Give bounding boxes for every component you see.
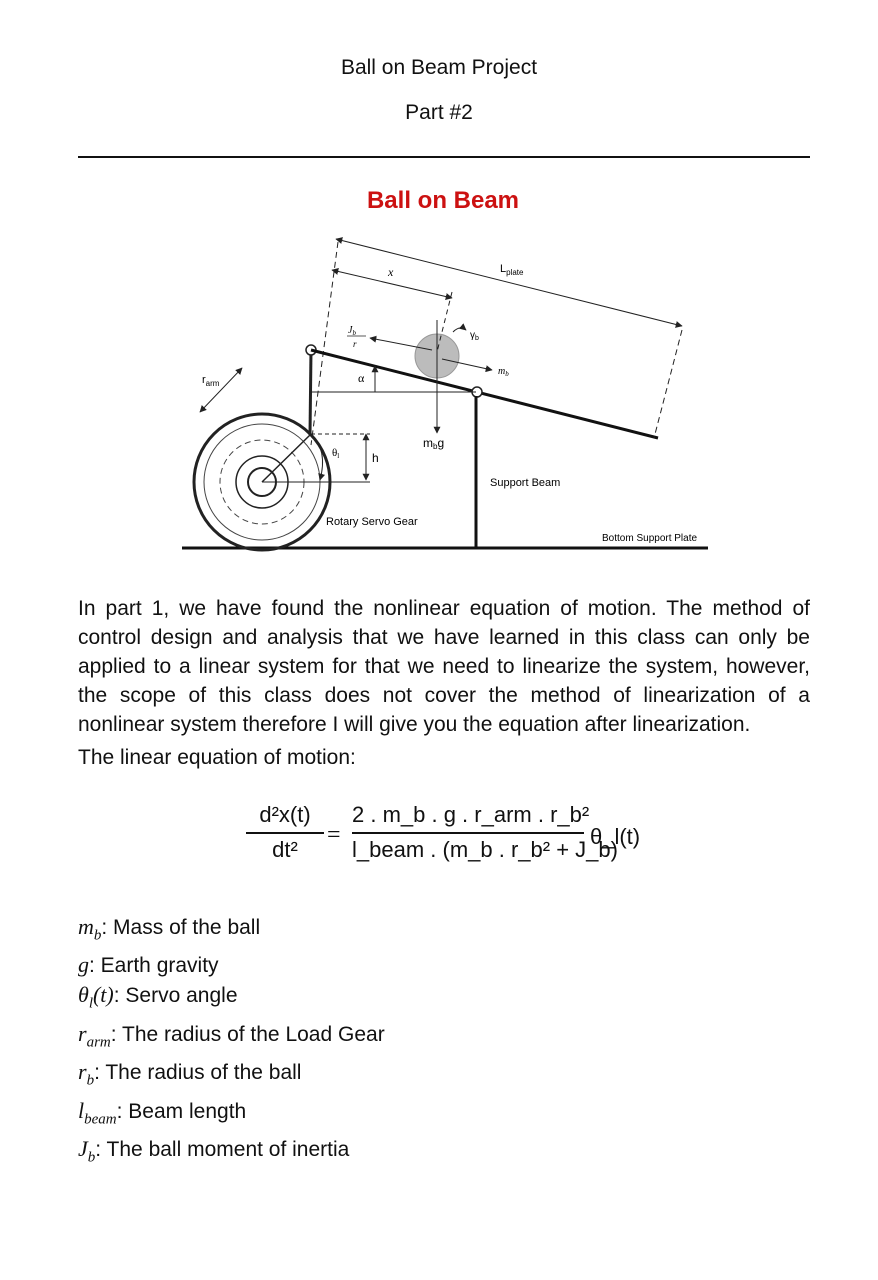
definition-item: $l_{beam}$: Beam length xyxy=(78,1097,247,1127)
definition-item: g: Earth gravity xyxy=(78,952,219,978)
svg-text:α: α xyxy=(358,371,365,385)
intro-paragraph: In part 1, we have found the nonlinear equation of motion. The method of control design and analysis that we have learned in this class can only be applied to a linear system for that we need to linearize the system, however, the scope of this class does not cover the method of linearization of a nonlinear system therefore I will give you the equation after linearization. xyxy=(78,597,810,736)
svg-text:Lplate: $L_{plate}$ xyxy=(500,263,524,277)
beam xyxy=(311,350,658,438)
support-beam-label: Support Beam xyxy=(490,477,561,489)
svg-text:rarm: $r_{arm}$ xyxy=(202,374,220,388)
document-title: Ball on Beam Project xyxy=(340,56,538,79)
definition-item: $r_{arm}$: The radius of the Load Gear xyxy=(78,1020,385,1051)
bottom-support-plate-label: Bottom Support Plate xyxy=(602,533,698,544)
svg-text:Jb: $J_b$ xyxy=(348,325,356,337)
definition-item: $m_b$: Mass of the ball xyxy=(78,914,261,944)
svg-text:h: h xyxy=(372,451,379,465)
rotary-servo-gear-label: Rotary Servo Gear xyxy=(326,516,418,528)
ball-on-beam-diagram xyxy=(170,180,730,560)
lhs-fraction xyxy=(246,802,324,863)
svg-text:θl: θl xyxy=(332,447,340,460)
equation-intro: The linear equation of motion: xyxy=(78,746,356,769)
equation-theta-term: θ_l(t) xyxy=(590,824,641,849)
servo-arm xyxy=(262,435,310,482)
lhs-denominator: dt² xyxy=(272,836,298,862)
svg-text:γb: $\gamma_b$ xyxy=(470,330,479,342)
svg-text:x: x xyxy=(388,265,394,279)
definition-item: $r_b$: The radius of the ball xyxy=(78,1059,302,1089)
rhs-denominator: l_beam . (m_b . r_b² + J_b) xyxy=(352,836,618,862)
linear-equation xyxy=(0,800,878,880)
lhs-numerator: d²x(t) xyxy=(259,802,311,827)
document-subtitle: Part #2 xyxy=(405,101,473,124)
svg-text:mb: $m_b$ xyxy=(498,366,509,378)
rhs-numerator: 2 . m_b . g . r_arm . r_b² xyxy=(352,802,590,827)
definition-item: $J_b$: The ball moment of inertia xyxy=(78,1135,350,1166)
svg-text:r: r xyxy=(353,339,357,349)
definition-item: $\theta_l(t)$: Servo angle xyxy=(78,982,238,1012)
symbol-definitions xyxy=(78,912,385,1172)
servo-gear xyxy=(194,414,370,550)
figure-title: Ball on Beam xyxy=(366,187,520,214)
svg-text:mbg: mbg xyxy=(423,436,445,451)
equals-sign: = xyxy=(327,822,341,848)
horizontal-rule xyxy=(78,156,810,158)
